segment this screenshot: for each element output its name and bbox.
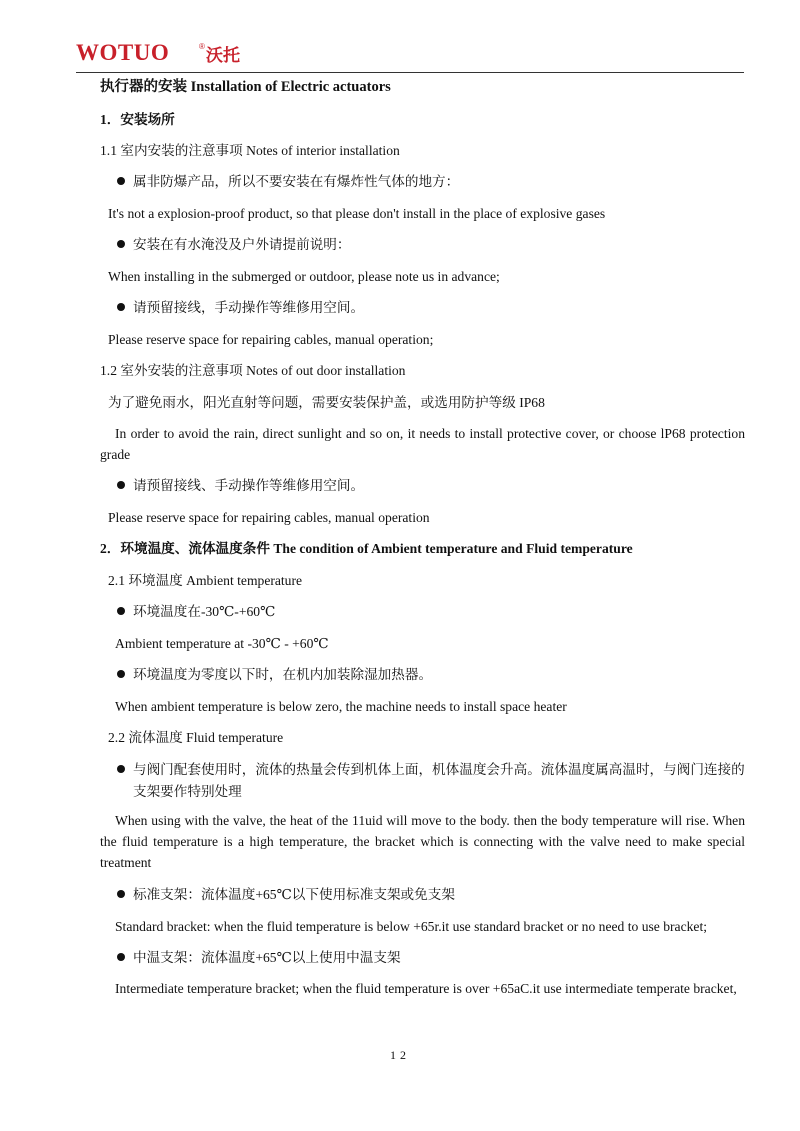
- paragraph-cn: 为了避免雨水，阳光直射等问题，需要安装保护盖，或选用防护等级 IP68: [108, 395, 545, 410]
- paragraph-en: When using with the valve, the heat of the 11uid will move to the body. then the body temperature will rise. When the fluid temperature is a high temperature, the bracket which is connecting with the valve need to make special treatment: [100, 813, 745, 870]
- bullet-text-cn: 请预留接线、手动操作等维修用空间。: [133, 478, 365, 493]
- bullet-text-cn: 安装在有水淹没及户外请提前说明：: [133, 237, 351, 252]
- bullet-text-cn: 环境温度为零度以下时，在机内加装除湿加热器。: [133, 667, 433, 682]
- bullet-icon: [117, 177, 125, 185]
- document-title: 执行器的安装 Installation of Electric actuators: [100, 79, 391, 95]
- section-2-1-heading: 2.1 环境温度 Ambient temperature: [108, 573, 303, 588]
- bullet-text-cn: 属非防爆产品，所以不要安装在有爆炸性气体的地方：: [133, 174, 460, 189]
- bullet-icon: [117, 240, 125, 248]
- bullet-text-en: Please reserve space for repairing cables, manual operation;: [108, 332, 434, 347]
- header-rule: [76, 72, 744, 73]
- bullet-icon: [117, 481, 125, 489]
- brand-logo-chinese: 沃托: [206, 46, 240, 66]
- bullet-text-cn: 标准支架：流体温度+65℃以下使用标准支架或免支架: [133, 887, 455, 902]
- paragraph-en: Intermediate temperature bracket; when the fluid temperature is over +65aC.it use intermediate temperate bracket,: [115, 981, 737, 996]
- section-1-2-heading: 1.2 室外安装的注意事项 Notes of out door installation: [100, 363, 406, 378]
- page-number: 12: [390, 1048, 410, 1062]
- bullet-icon: [117, 890, 125, 898]
- registered-mark: ®: [199, 42, 205, 51]
- bullet-icon: [117, 607, 125, 615]
- section-2-2-heading: 2.2 流体温度 Fluid temperature: [108, 730, 284, 745]
- section-2-heading: 2．环境温度、流体温度条件 The condition of Ambient temperature and Fluid temperature: [100, 541, 633, 556]
- bullet-icon: [117, 670, 125, 678]
- brand-logo: WOTUO: [76, 40, 170, 65]
- bullet-text-en: Ambient temperature at -30℃ - +60℃: [115, 636, 329, 651]
- bullet-text-en: Please reserve space for repairing cables, manual operation: [108, 510, 430, 525]
- bullet-text-cn: 与阀门配套使用时，流体的热量会传到机体上面，机体温度会升高。流体温度属高温时，与阀门连接的支架要作特别处理: [133, 762, 745, 799]
- section-1-1-heading: 1.1 室内安装的注意事项 Notes of interior installation: [100, 143, 400, 158]
- bullet-text-en: When installing in the submerged or outdoor, please note us in advance;: [108, 269, 500, 284]
- section-1-heading: 1．安装场所: [100, 112, 175, 127]
- bullet-text-cn: 请预留接线，手动操作等维修用空间。: [133, 300, 365, 315]
- bullet-text-en: Standard bracket: when the fluid temperature is below +65r.it use standard bracket or no need to use bracket;: [115, 919, 707, 934]
- bullet-icon: [117, 953, 125, 961]
- page-header: [76, 40, 744, 76]
- bullet-icon: [117, 765, 125, 773]
- paragraph-en: In order to avoid the rain, direct sunlight and so on, it needs to install protective cover, or choose lP68 protection grade: [100, 426, 745, 462]
- bullet-icon: [117, 303, 125, 311]
- bullet-text-en: It's not a explosion-proof product, so that please don't install in the place of explosive gases: [108, 206, 606, 221]
- bullet-text-cn: 中温支架：流体温度+65℃以上使用中温支架: [133, 950, 401, 965]
- bullet-text-en: When ambient temperature is below zero, the machine needs to install space heater: [115, 699, 567, 714]
- bullet-text-cn: 环境温度在-30℃-+60℃: [133, 604, 276, 619]
